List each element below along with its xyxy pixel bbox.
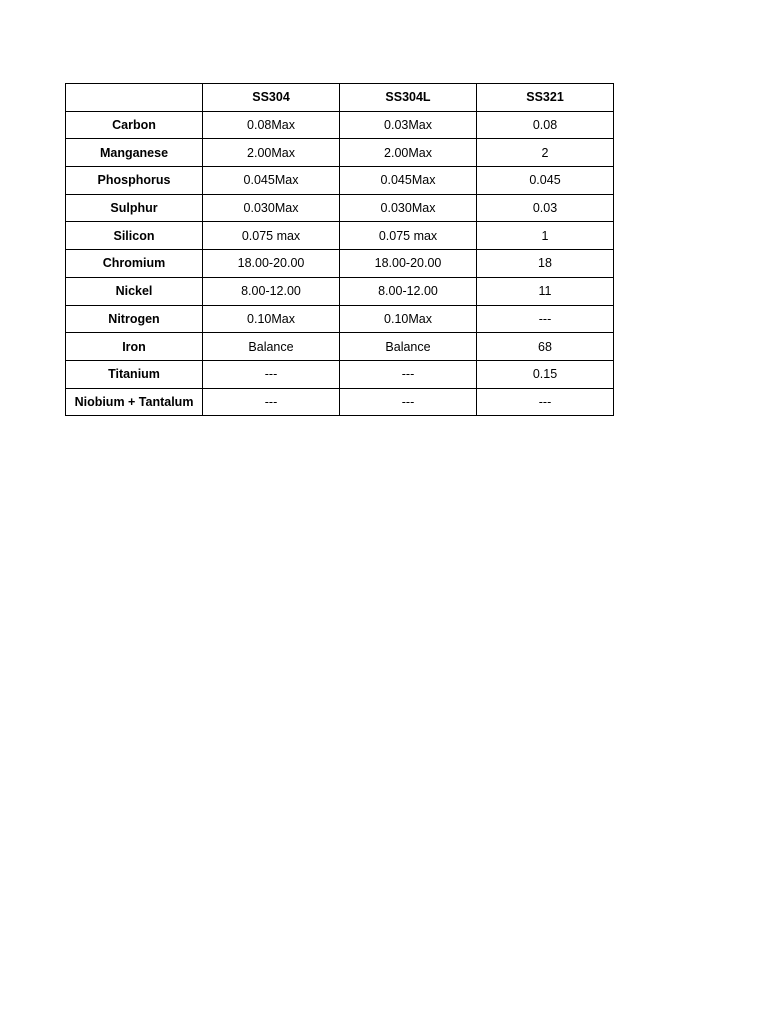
table-row [66,167,614,195]
value-cell: 0.045Max [203,167,340,195]
value-cell: 8.00-12.00 [203,277,340,305]
table-row [66,333,614,361]
table-row [66,139,614,167]
value-cell: 8.00-12.00 [340,277,477,305]
value-cell: --- [340,388,477,416]
value-cell: Balance [203,333,340,361]
element-cell: Silicon [66,222,203,250]
value-cell: 1 [477,222,614,250]
value-cell: --- [477,305,614,333]
element-cell: Titanium [66,360,203,388]
table-row [66,388,614,416]
value-cell: 11 [477,277,614,305]
value-cell: 2.00Max [340,139,477,167]
value-cell: 18 [477,250,614,278]
value-cell: Balance [340,333,477,361]
value-cell: 2.00Max [203,139,340,167]
element-cell: Chromium [66,250,203,278]
element-cell: Nickel [66,277,203,305]
table-row [66,194,614,222]
value-cell: 0.10Max [203,305,340,333]
value-cell: --- [340,360,477,388]
value-cell: 0.045Max [340,167,477,195]
value-cell: 68 [477,333,614,361]
element-cell: Manganese [66,139,203,167]
value-cell: 0.08 [477,111,614,139]
element-cell: Phosphorus [66,167,203,195]
table-row [66,277,614,305]
value-cell: 18.00-20.00 [203,250,340,278]
element-cell: Nitrogen [66,305,203,333]
value-cell: --- [203,360,340,388]
composition-sheet [65,83,614,416]
value-cell: 0.10Max [340,305,477,333]
value-cell: 0.030Max [203,194,340,222]
value-cell: 0.08Max [203,111,340,139]
header-corner-cell [66,84,203,112]
value-cell: 0.03 [477,194,614,222]
composition-table [65,83,614,416]
table-row [66,360,614,388]
value-cell: 0.030Max [340,194,477,222]
value-cell: 18.00-20.00 [340,250,477,278]
header-cell-ss304l: SS304L [340,84,477,112]
table-row [66,222,614,250]
table-row [66,305,614,333]
header-cell-ss304: SS304 [203,84,340,112]
element-cell: Niobium + Tantalum [66,388,203,416]
header-row [66,84,614,112]
value-cell: --- [203,388,340,416]
value-cell: 0.045 [477,167,614,195]
value-cell: 0.075 max [340,222,477,250]
element-cell: Sulphur [66,194,203,222]
value-cell: 0.075 max [203,222,340,250]
value-cell: 0.03Max [340,111,477,139]
value-cell: 2 [477,139,614,167]
value-cell: 0.15 [477,360,614,388]
table-row [66,111,614,139]
element-cell: Carbon [66,111,203,139]
element-cell: Iron [66,333,203,361]
table-row [66,250,614,278]
value-cell: --- [477,388,614,416]
header-cell-ss321: SS321 [477,84,614,112]
